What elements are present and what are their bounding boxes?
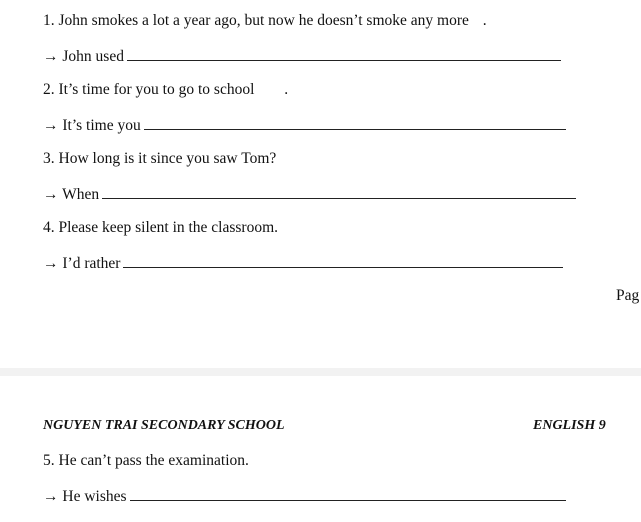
answer-1-blank[interactable] xyxy=(127,46,561,61)
page-number-label: Pag xyxy=(616,287,640,304)
question-4 xyxy=(43,218,278,238)
school-name: NGUYEN TRAI SECONDARY SCHOOL xyxy=(43,418,285,433)
question-2 xyxy=(43,80,288,100)
answer-3-blank[interactable] xyxy=(102,184,576,199)
answer-1-prefix: → John used xyxy=(43,48,124,65)
question-3-text: 3. How long is it since you saw Tom? xyxy=(43,150,277,167)
answer-4-blank[interactable] xyxy=(123,253,563,268)
subject-name: ENGLISH 9 xyxy=(533,418,606,433)
question-5-text: 5. He can’t pass the examination. xyxy=(43,452,249,469)
question-4-text: 4. Please keep silent in the classroom. xyxy=(43,219,279,236)
answer-3-prefix: → When xyxy=(43,186,100,203)
answer-5-blank[interactable] xyxy=(130,486,566,501)
answer-2-blank[interactable] xyxy=(144,115,566,130)
question-1-mark: . xyxy=(482,12,487,29)
page-break xyxy=(0,368,641,376)
question-1 xyxy=(43,11,487,31)
question-2-mark: . xyxy=(284,81,289,98)
answer-5-prefix: → He wishes xyxy=(43,488,127,505)
answer-5 xyxy=(43,486,566,507)
answer-4-prefix: → I’d rather xyxy=(43,255,121,272)
question-2-text: 2. It’s time for you to go to school xyxy=(43,81,255,98)
question-5 xyxy=(43,451,249,471)
answer-1 xyxy=(43,46,561,67)
answer-2 xyxy=(43,115,566,136)
answer-2-prefix: → It’s time you xyxy=(43,117,141,134)
answer-4 xyxy=(43,253,563,274)
question-1-text: 1. John smokes a lot a year ago, but now he doesn’t smoke any more xyxy=(43,12,469,29)
answer-3 xyxy=(43,184,576,205)
question-3 xyxy=(43,149,276,169)
